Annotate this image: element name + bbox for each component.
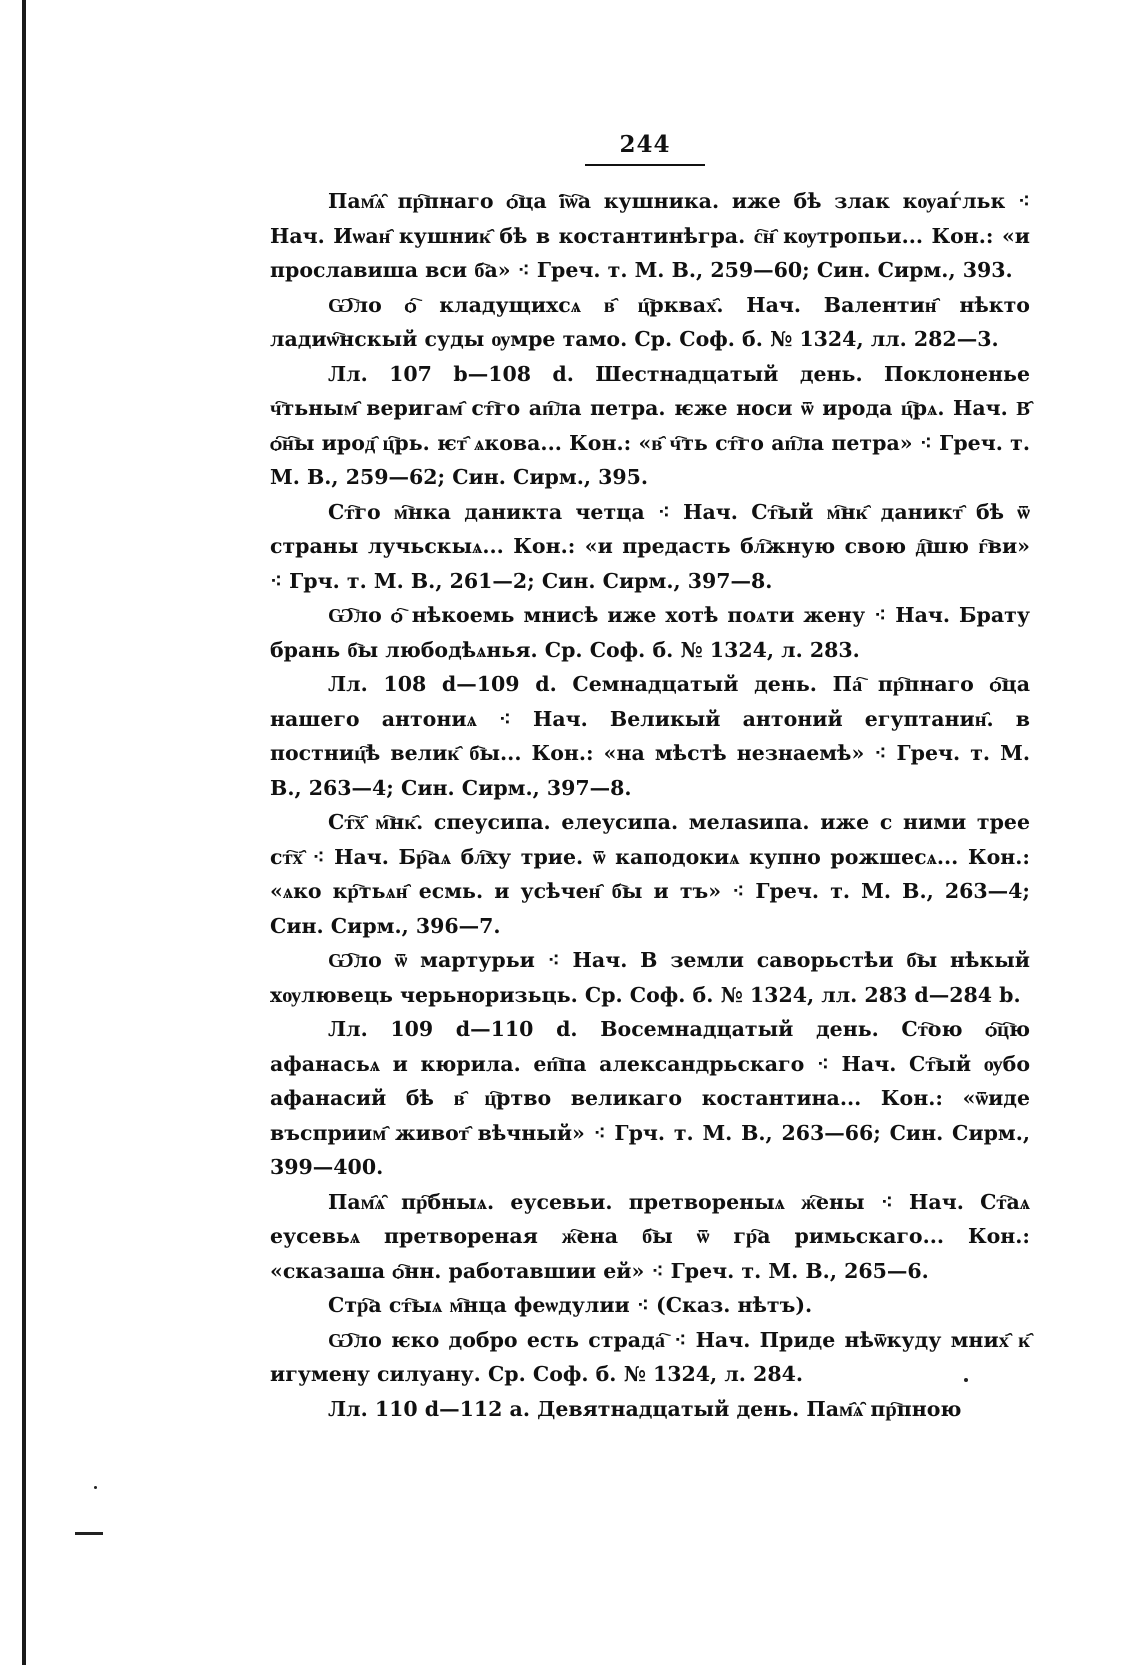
paragraph: Пам҄ѧ̑ пр҇пнаго ѻ҇ца і҇ѡ҇а кушника. иже бѣ злак кѹаѓльк ⁖ Нач. Иѡан҄ кушник҄ бѣ в костантинѣгра. с҇н҄ кѹтропьи... Кон.: «и прославиша вси б҇а» ⁖ Греч. т. М. В., 259—60; Син. Сирм., 393. [270, 189, 1030, 282]
paragraph: Лл. 107 b—108 d. Шестнадцатый день. Поклоненье ч҇тьным҄ веригам҄ ст҇го ап҇ла петра. ѥже носи ѿ ирода ц҇рѧ. Нач. В҄ ѻ҇н҇ы ирод҄ ц҇рь. ѥт҄ ѧкова... Кон.: «в҄ ч҇ть ст҇го ап҇ла петра» ⁖ Греч. т. М. В., 259—62; Син. Сирм., 395. [270, 361, 1030, 489]
page-number-underline [585, 164, 705, 166]
paragraph: Лл. 108 d—109 d. Семнадцатый день. Па҇ пр҇пнаго ѻ҇ца нашего антониѧ ⁖ Нач. Великый антоний егуптанин҄. в постниц҇ѣ велик҄ б҇ы... Кон.: «на мѣстѣ незнаемѣ» ⁖ Греч. т. М. В., 263—4; Син. Сирм., 397—8. [270, 672, 1030, 800]
paragraph: Ст҇х҄ м҇нк҄. спеусипа. елеусипа. мелаѕипа. иже с ними трее ст҇х҄ ⁖ Нач. Бр҇аѧ бл҇ху трие. ѿ каподокиѧ купно рожшесѧ... Кон.: «ѧко кр҇тьѧн҄ есмь. и усѣчен҄ б҇ы и тъ» ⁖ Греч. т. М. В., 263—4; Син. Сирм., 396—7. [270, 810, 1030, 938]
margin-dash-mark [75, 1532, 103, 1535]
margin-speck [964, 1378, 968, 1382]
paragraph: Лл. 110 d—112 a. Девятнадцатый день. Пам҄ѧ̑ пр҇пною [328, 1396, 962, 1421]
paragraph: Ѡ҇ло ѻ҇ нѣкоемь мнисѣ иже хотѣ поѧти жену ⁖ Нач. Брату брань б҇ы любодѣѧнья. Ср. Соф. б. № 1324, л. 283. [270, 603, 1030, 662]
scan-edge-rule [22, 0, 26, 1665]
paragraph: Ѡ҇ло ѥко добро есть страда҇ ⁖ Нач. Приде нѣѿкуду мних҄ к҄ игумену силуану. Ср. Соф. б. № 1324, л. 284. [270, 1327, 1030, 1386]
page-header [585, 131, 705, 166]
paragraph: Лл. 109 d—110 d. Восемнадцатый день. Ст҇ою ѻ҇ц҇ю афанасьѧ и кюрила. еп҇па александрьскаго ⁖ Нач. Ст҇ый ѹбо афанасий бѣ в҄ ц҇ртво великаго костантина... Кон.: «ѿиде въсприим҄ живот҄ вѣчный» ⁖ Грч. т. М. В., 263—66; Син. Сирм., 399—400. [270, 1017, 1030, 1179]
margin-speck [94, 1486, 97, 1489]
paragraph: Ѡ҇ло ѿ мартурьи ⁖ Нач. В земли саворьстѣи б҇ы нѣкый хѹлювець черьноризьць. Ср. Соф. б. № 1324, лл. 283 d—284 b. [270, 948, 1030, 1007]
body-text [270, 184, 1030, 1426]
paragraph: Ст҇го м҇нка даникта четца ⁖ Нач. Ст҇ый м҇нк҄ даникт҄ бѣ ѿ страны лучьскыѧ... Кон.: «и предасть бл҇жную свою д҇шю г҇ви» ⁖ Грч. т. М. В., 261—2; Син. Сирм., 397—8. [270, 499, 1030, 593]
paragraph: Ѡ҇ло ѻ҇ кладущихсѧ в҄ ц҇рквах҄. Нач. Валентин҄ нѣкто ладиѡ҇нскый суды ѹмре тамо. Ср. Соф. б. № 1324, лл. 282—3. [270, 292, 1030, 351]
page-number: 244 [619, 131, 671, 158]
paragraph: Пам҄ѧ̑ пр҇бныѧ. еусевьи. претвореныѧ ж҇ены ⁖ Нач. Ст҇аѧ еусевьѧ претвореная ж҇ена б҇ы ѿ гр҇а римьскаго... Кон.: «сказаша ѻ҇нн. работавшии ей» ⁖ Греч. т. М. В., 265—6. [270, 1189, 1030, 1283]
paragraph: Стр҇а ст҇ыѧ м҇нца феѡдулии ⁖ (Сказ. нѣтъ). [328, 1293, 813, 1317]
